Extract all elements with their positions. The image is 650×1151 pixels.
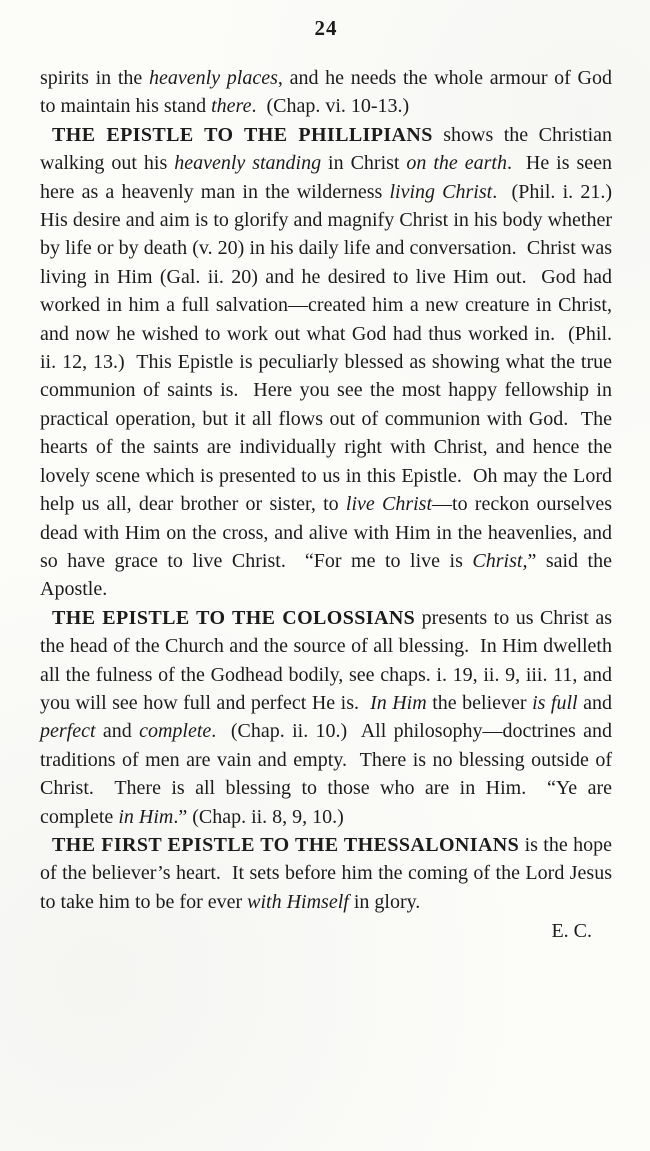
text-run: presents to us Christ as the head of the Church and the source of all blessing. In Him dwelleth all the fulness of the Godhead bodily, see chaps. i. 19, ii. 9, iii. 11, and you will see how full and perfect He is. — [40, 606, 617, 714]
paragraph — [40, 121, 622, 604]
italic-run: complete — [139, 720, 212, 743]
italic-run: with Himself — [247, 890, 349, 913]
text-run: and — [577, 691, 617, 714]
text-run: ,” said the Apostle. — [40, 549, 616, 601]
text-run: . He is seen here as a heavenly man in the wilderness — [40, 152, 617, 203]
text-run: the believer — [426, 691, 533, 714]
italic-run: in Him — [118, 805, 174, 828]
heading-run: THE EPISTLE TO THE COLOSSIANS — [52, 606, 416, 629]
text-run: —to reckon ourselves dead with Him on the cross, and alive with Him in the heavenlies, and so have grace to live Christ. “For me to live is — [40, 493, 617, 572]
heading-run: THE FIRST EPISTLE TO THE THESSALONIANS — [52, 833, 520, 856]
text-run: . (Chap. ii. 10.) All philosophy—doctrines and traditions of men are vain and empty. There is no blessing outside of Christ. There is all blessing to those who are in Him. “Ye are complete — [40, 720, 617, 828]
italic-run: live Christ — [345, 493, 433, 516]
italic-run: living Christ — [389, 180, 493, 203]
text-run: . (Chap. vi. 10-13.) — [251, 95, 410, 118]
italic-run: there — [211, 95, 252, 118]
paragraph — [40, 64, 617, 121]
page-number: 24 — [314, 16, 338, 40]
italic-run: Christ — [472, 549, 523, 572]
text-run: and — [95, 720, 140, 743]
text-run: . (Phil. i. 21.) His desire and aim is to glorify and magnify Christ in his body whether by life or by death (v. 20) in his daily life and conversation. Christ was living in Him (Gal. ii. 20) and he desired to live Him out. God had worked in him a full salvation—created him a new creature in Christ, and now he wished to work out what God had thus worked in. (Phil. ii. 12, 13.) This Epistle is peculiarly blessed as showing what the true communion of saints is. Here you see the most happy fellowship in practical operation, but it all flows out of communion with God. The hearts of the saints are individually right with Christ, and hence the lovely scene which is presented to us in this Epistle. Oh may the Lord help us all, dear brother or sister, to — [40, 180, 622, 516]
text-run: in Christ — [321, 152, 407, 175]
paragraph — [40, 831, 617, 916]
text-run: shows the Christian walking out his — [40, 123, 618, 175]
paragraph — [40, 604, 617, 831]
italic-run: perfect — [40, 720, 96, 743]
italic-run: In Him — [370, 691, 427, 714]
author-initials: E. C. — [551, 920, 592, 943]
italic-run: heavenly places — [149, 67, 278, 89]
text-run: , and he needs the whole armour of God to maintain his stand — [40, 67, 617, 118]
text-run: in glory. — [348, 890, 421, 913]
text-block — [40, 64, 622, 916]
heading-run: THE EPISTLE TO THE PHILLIPIANS — [52, 123, 433, 146]
text-run: .” (Chap. ii. 8, 9, 10.) — [173, 805, 344, 828]
text-run: spirits in the — [40, 67, 150, 89]
italic-run: on the earth — [406, 152, 507, 175]
italic-run: is full — [532, 691, 578, 714]
italic-run: heavenly standing — [174, 152, 322, 175]
text-run: is the hope of the believer’s heart. It sets before him the coming of the Lord Jesus to take him to be for ever — [40, 833, 617, 913]
